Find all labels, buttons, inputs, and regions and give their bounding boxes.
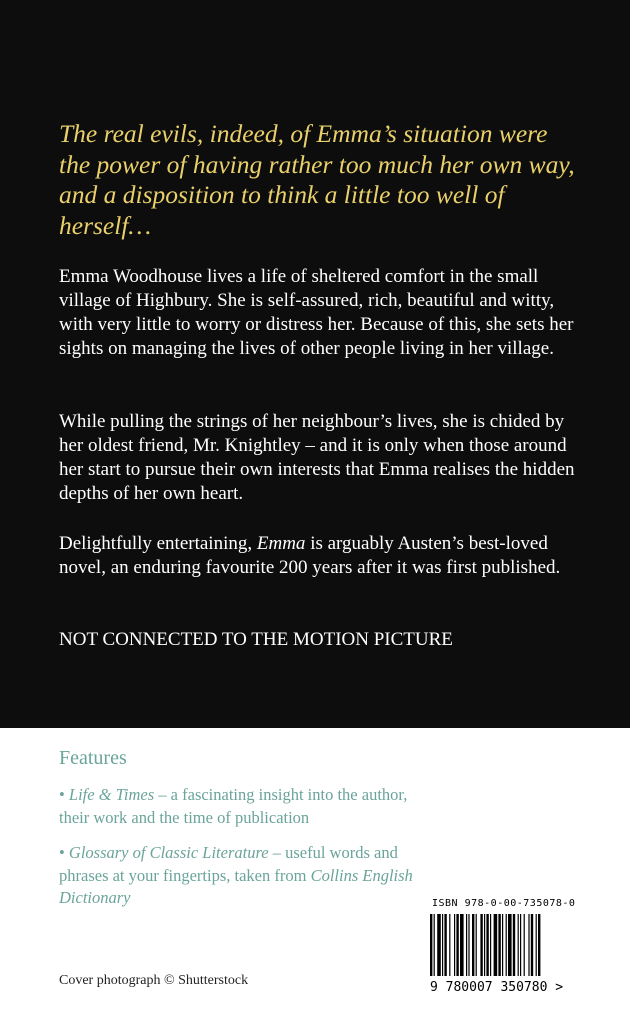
photo-credit: Cover photograph © Shutterstock (59, 973, 249, 988)
feature-name: Life & Times (68, 785, 155, 804)
bullet: • (59, 785, 65, 804)
blurb-paragraph-2: While pulling the strings of her neighbour’s lives, she is chided by her oldest friend, Mr. Knightley – and it is only when those around her start to pursue their own interests that Emma realises the hidden depths of her own heart. (59, 411, 575, 504)
feature-source: Collins English Dictionary (59, 865, 413, 907)
pull-quote: The real evils, indeed, of Emma’s situation were the power of having rather too much her own way, and a disposition to think a little too well of herself… (59, 119, 575, 240)
bullet: • (59, 843, 65, 862)
p3-pre: Delightfully entertaining, (59, 533, 257, 554)
blurb-paragraph-3 (59, 532, 589, 580)
barcode-digits: 9 780007 350780 > (430, 980, 564, 995)
feature-name: Glossary of Classic Literature (68, 843, 269, 862)
isbn-label: ISBN 978-0-00-735078-0 (432, 898, 576, 909)
disclaimer: NOT CONNECTED TO THE MOTION PICTURE (59, 629, 453, 650)
features-heading: Features (59, 747, 127, 769)
blurb-paragraph-1: Emma Woodhouse lives a life of sheltered comfort in the small village of Highbury. She is self-assured, rich, beautiful and witty, with very little to worry or distress her. Because of this, she sets her sights on managing the lives of other people living in her village. (59, 266, 574, 359)
p3-post: is arguably Austen’s best-loved novel, an enduring favourite 200 years after it was first published. (59, 533, 561, 578)
back-cover-light-panel (0, 728, 630, 1020)
feature-desc: – useful words and phrases at your fingertips, taken from (59, 843, 398, 885)
feature-item-life-times (59, 784, 419, 829)
barcode-icon (430, 914, 580, 976)
feature-desc: – a fascinating insight into the author, their work and the time of publication (59, 785, 408, 827)
feature-item-glossary (59, 842, 419, 910)
book-title-italic: Emma (256, 533, 306, 554)
